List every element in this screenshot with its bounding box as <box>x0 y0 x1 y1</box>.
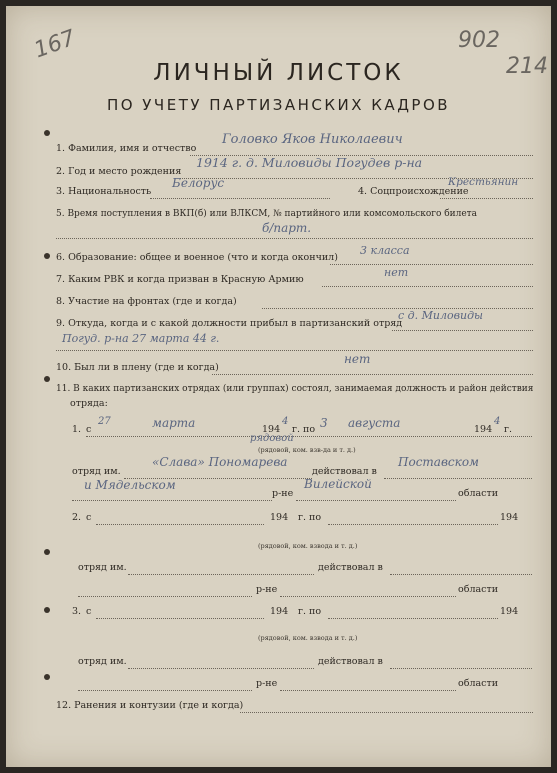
field-value-arrival-2: Погуд. р-на 27 марта 44 г. <box>62 332 220 345</box>
deystvoval-label: действовал в <box>312 466 377 477</box>
entry-from-prefix: с <box>86 512 92 523</box>
field-value-education: 3 класса <box>360 244 410 257</box>
field-label-education: 6. Образование: общее и военное (что и когда окончил) <box>56 252 338 263</box>
binder-hole <box>44 549 50 555</box>
field-label-units: 11. В каких партизанских отрядах (или группах) состоял, занимаемая должность и район действия <box>56 384 534 394</box>
fill-line <box>390 574 532 575</box>
fill-line <box>212 374 533 375</box>
entry-from-year-prefix: 194 <box>270 512 289 523</box>
fill-line <box>328 524 498 525</box>
fill-line <box>280 596 456 597</box>
field-value-arrival: с д. Миловиды <box>398 309 484 322</box>
fill-line <box>384 478 532 479</box>
fill-line <box>240 712 533 713</box>
oblast-label: области <box>458 584 499 595</box>
position-hint: (рядовой, ком. взвода и т. д.) <box>258 634 358 642</box>
entry-to-prefix: г. по <box>298 606 322 617</box>
field-value-conscription: нет <box>384 266 409 279</box>
oblast-label: области <box>458 488 499 499</box>
binder-hole <box>44 376 50 382</box>
entry-from-prefix: с <box>86 424 92 435</box>
field-label-wounds: 12. Ранения и контузии (где и когда) <box>56 700 244 711</box>
archive-number-mark: 167 <box>30 25 80 64</box>
field-label-social-origin: 4. Соцпроисхождение <box>358 186 469 197</box>
fill-line <box>56 238 533 239</box>
fill-line <box>72 500 272 501</box>
entry-from-year: 4 <box>282 416 289 427</box>
fill-line <box>96 524 264 525</box>
entry-from-day: 27 <box>98 416 111 427</box>
entry-deystvoval: Поставском <box>398 455 479 469</box>
entry-otryad: «Слава» Пономарева <box>152 455 288 469</box>
field-value-nationality: Белорус <box>172 176 225 190</box>
rayon-label: р-не <box>256 678 278 689</box>
entry-to-prefix: г. по <box>298 512 322 523</box>
position-hint: (рядовой, ком. взв-да и т. д.) <box>258 446 356 454</box>
entry-to-year-prefix: 194 <box>500 512 519 523</box>
fill-line <box>392 330 533 331</box>
fill-line <box>128 668 314 669</box>
fill-line <box>56 350 533 351</box>
entry-to-year-prefix: 194 <box>500 606 519 617</box>
binder-hole <box>44 674 50 680</box>
entry-number: 3. <box>72 606 82 617</box>
otryad-label: отряд им. <box>72 466 121 477</box>
entry-to-month: августа <box>348 416 401 430</box>
field-label-party: 5. Время поступления в ВКП(б) или ВЛКСМ, № партийного или комсомольского билета <box>56 209 478 219</box>
binder-hole <box>44 253 50 259</box>
entry-oblast: Вилейской <box>304 477 372 491</box>
fill-line <box>390 668 532 669</box>
entry-number: 1. <box>72 424 82 435</box>
binder-hole <box>44 130 50 136</box>
otryad-label: отряд им. <box>78 562 127 573</box>
entry-to-year: 4 <box>494 416 501 427</box>
fill-line <box>328 618 498 619</box>
fill-line <box>150 198 330 199</box>
binder-hole <box>44 607 50 613</box>
field-value-social-origin: Крестьянин <box>448 176 519 188</box>
entry-year-suffix: г. <box>504 424 512 435</box>
field-label-captivity: 10. Был ли в плену (где и когда) <box>56 362 219 373</box>
otryad-label: отряд им. <box>78 656 127 667</box>
entry-from-month: марта <box>152 416 196 430</box>
entry-from-year-prefix: 194 <box>262 424 281 435</box>
deystvoval-label: действовал в <box>318 656 383 667</box>
archive-number-mark: 902 <box>458 28 500 53</box>
field-value-party: б/парт. <box>262 221 312 235</box>
fill-line <box>78 690 252 691</box>
rayon-label: р-не <box>256 584 278 595</box>
field-label-nationality: 3. Национальность <box>56 186 152 197</box>
fill-line <box>128 574 314 575</box>
field-value-birth: 1914 г. д. Миловиды Погудев р-на <box>196 155 423 170</box>
entry-to-prefix: г. по <box>292 424 316 435</box>
entry-rayon: и Мядельском <box>84 478 176 492</box>
field-value-captivity: нет <box>344 352 371 366</box>
oblast-label: области <box>458 678 499 689</box>
entry-position: рядовой <box>250 433 294 444</box>
field-label-name: 1. Фамилия, имя и отчество <box>56 143 197 154</box>
fill-line <box>440 198 533 199</box>
fill-line <box>322 286 533 287</box>
fill-line <box>96 618 264 619</box>
deystvoval-label: действовал в <box>318 562 383 573</box>
entry-to-year-prefix: 194 <box>474 424 493 435</box>
fill-line <box>86 436 532 437</box>
form-subtitle: ПО УЧЕТУ ПАРТИЗАНСКИХ КАДРОВ <box>106 96 451 114</box>
position-hint: (рядовой, ком. взвода и т. д.) <box>258 542 358 550</box>
field-label-birth: 2. Год и место рождения <box>56 166 182 177</box>
entry-from-year-prefix: 194 <box>270 606 289 617</box>
fill-line <box>280 690 456 691</box>
rayon-label: р-не <box>272 488 294 499</box>
entry-number: 2. <box>72 512 82 523</box>
entry-from-prefix: с <box>86 606 92 617</box>
fill-line <box>330 264 533 265</box>
field-label-conscription: 7. Каким РВК и когда призван в Красную Армию <box>56 274 304 285</box>
fill-line <box>78 596 252 597</box>
field-value-name: Головко Яков Николаевич <box>222 132 403 147</box>
archive-number-mark: 214 <box>506 54 548 79</box>
field-label-units-2: отряда: <box>70 398 108 409</box>
fill-line <box>296 500 456 501</box>
entry-to-day: 3 <box>320 416 328 430</box>
form-title: ЛИЧНЫЙ ЛИСТОК <box>153 60 404 86</box>
field-label-fronts: 8. Участие на фронтах (где и когда) <box>56 296 237 307</box>
field-label-arrival: 9. Откуда, когда и с какой должности прибыл в партизанский отряд <box>56 318 403 329</box>
